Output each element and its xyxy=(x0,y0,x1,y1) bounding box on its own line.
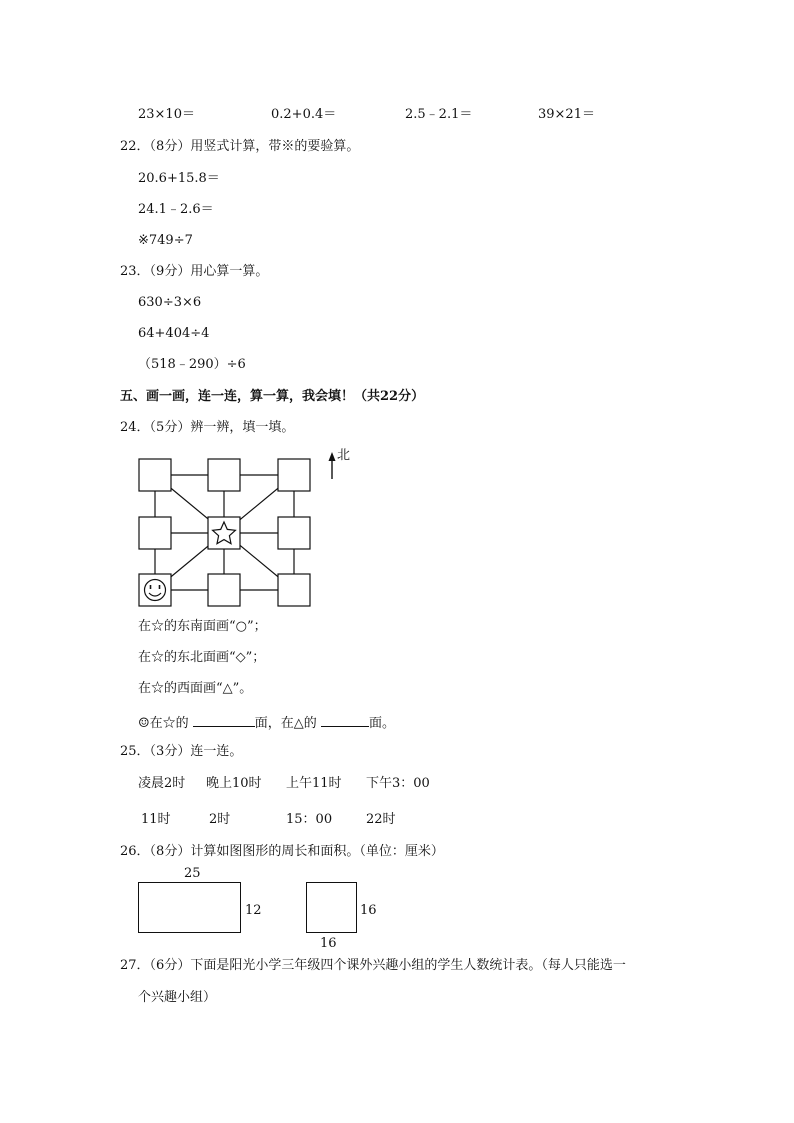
calc-item: 2.5﹣2.1＝ xyxy=(405,107,473,122)
question-25-title: 25．（3分）连一连。 xyxy=(120,744,243,759)
calc-item: 64+404÷4 xyxy=(138,326,210,341)
square-bottom-label: 16 xyxy=(320,936,337,951)
question-27-continuation: 个兴趣小组） xyxy=(138,990,217,1005)
grid-box xyxy=(278,517,310,549)
answer-blank[interactable] xyxy=(193,713,255,727)
question-27-title: 27．（6分）下面是阳光小学三年级四个课外兴趣小组的学生人数统计表。（每人只能选一 xyxy=(120,958,626,973)
instruction-line: 在☆的西面画“△”。 xyxy=(138,681,253,696)
calc-item: ※749÷7 xyxy=(138,233,193,248)
grid-box xyxy=(208,459,240,491)
time-item-top[interactable]: 凌晨2时 xyxy=(138,776,186,791)
question-24-title: 24．（5分）辨一辨，填一填。 xyxy=(120,420,295,435)
fill-text: 面。 xyxy=(368,716,395,731)
time-item-top[interactable]: 下午3：00 xyxy=(366,776,430,791)
fill-text: 面，在△的 xyxy=(254,716,321,731)
rect-width-label: 12 xyxy=(245,903,262,918)
grid-box xyxy=(278,574,310,606)
grid-box xyxy=(139,459,171,491)
square-side-label: 16 xyxy=(360,903,377,918)
square-shape xyxy=(306,882,357,933)
question-26-title: 26．（8分）计算如图图形的周长和面积。（单位：厘米） xyxy=(120,844,444,859)
calc-item: 20.6+15.8＝ xyxy=(138,171,220,186)
instruction-line: 在☆的东南面画“○”； xyxy=(138,619,267,634)
question-23-title: 23．（9分）用心算一算。 xyxy=(120,264,269,279)
grid-box xyxy=(139,517,171,549)
calc-item: 0.2+0.4＝ xyxy=(271,107,337,122)
answer-blank[interactable] xyxy=(321,713,369,727)
calc-item: 24.1﹣2.6＝ xyxy=(138,202,214,217)
instruction-line: 在☆的东北面画“◇”； xyxy=(138,650,266,665)
time-item-bottom[interactable]: 15：00 xyxy=(286,812,333,827)
time-item-top[interactable]: 上午11时 xyxy=(286,776,342,791)
time-item-bottom[interactable]: 11时 xyxy=(141,812,171,827)
calc-item: 39×21＝ xyxy=(538,107,595,122)
rect-length-label: 25 xyxy=(184,866,201,881)
time-item-bottom[interactable]: 22时 xyxy=(366,812,396,827)
grid-box xyxy=(139,574,171,606)
calc-item: （518﹣290）÷6 xyxy=(138,357,246,372)
fill-text: ☺在☆的 xyxy=(138,716,193,731)
grid-box xyxy=(208,574,240,606)
grid-box xyxy=(278,459,310,491)
calc-item: 630÷3×6 xyxy=(138,295,202,310)
rectangle-shape xyxy=(138,882,241,933)
north-arrow-icon xyxy=(329,452,336,479)
calc-item: 23×10＝ xyxy=(138,107,195,122)
fill-blank-line xyxy=(138,713,395,732)
north-label: 北 xyxy=(337,448,351,463)
time-item-top[interactable]: 晚上10时 xyxy=(206,776,262,791)
time-item-bottom[interactable]: 2时 xyxy=(209,812,231,827)
question-22-title: 22．（8分）用竖式计算，带※的要验算。 xyxy=(120,139,360,154)
section-heading: 五、画一画，连一连，算一算，我会填！（共22分） xyxy=(120,389,425,404)
